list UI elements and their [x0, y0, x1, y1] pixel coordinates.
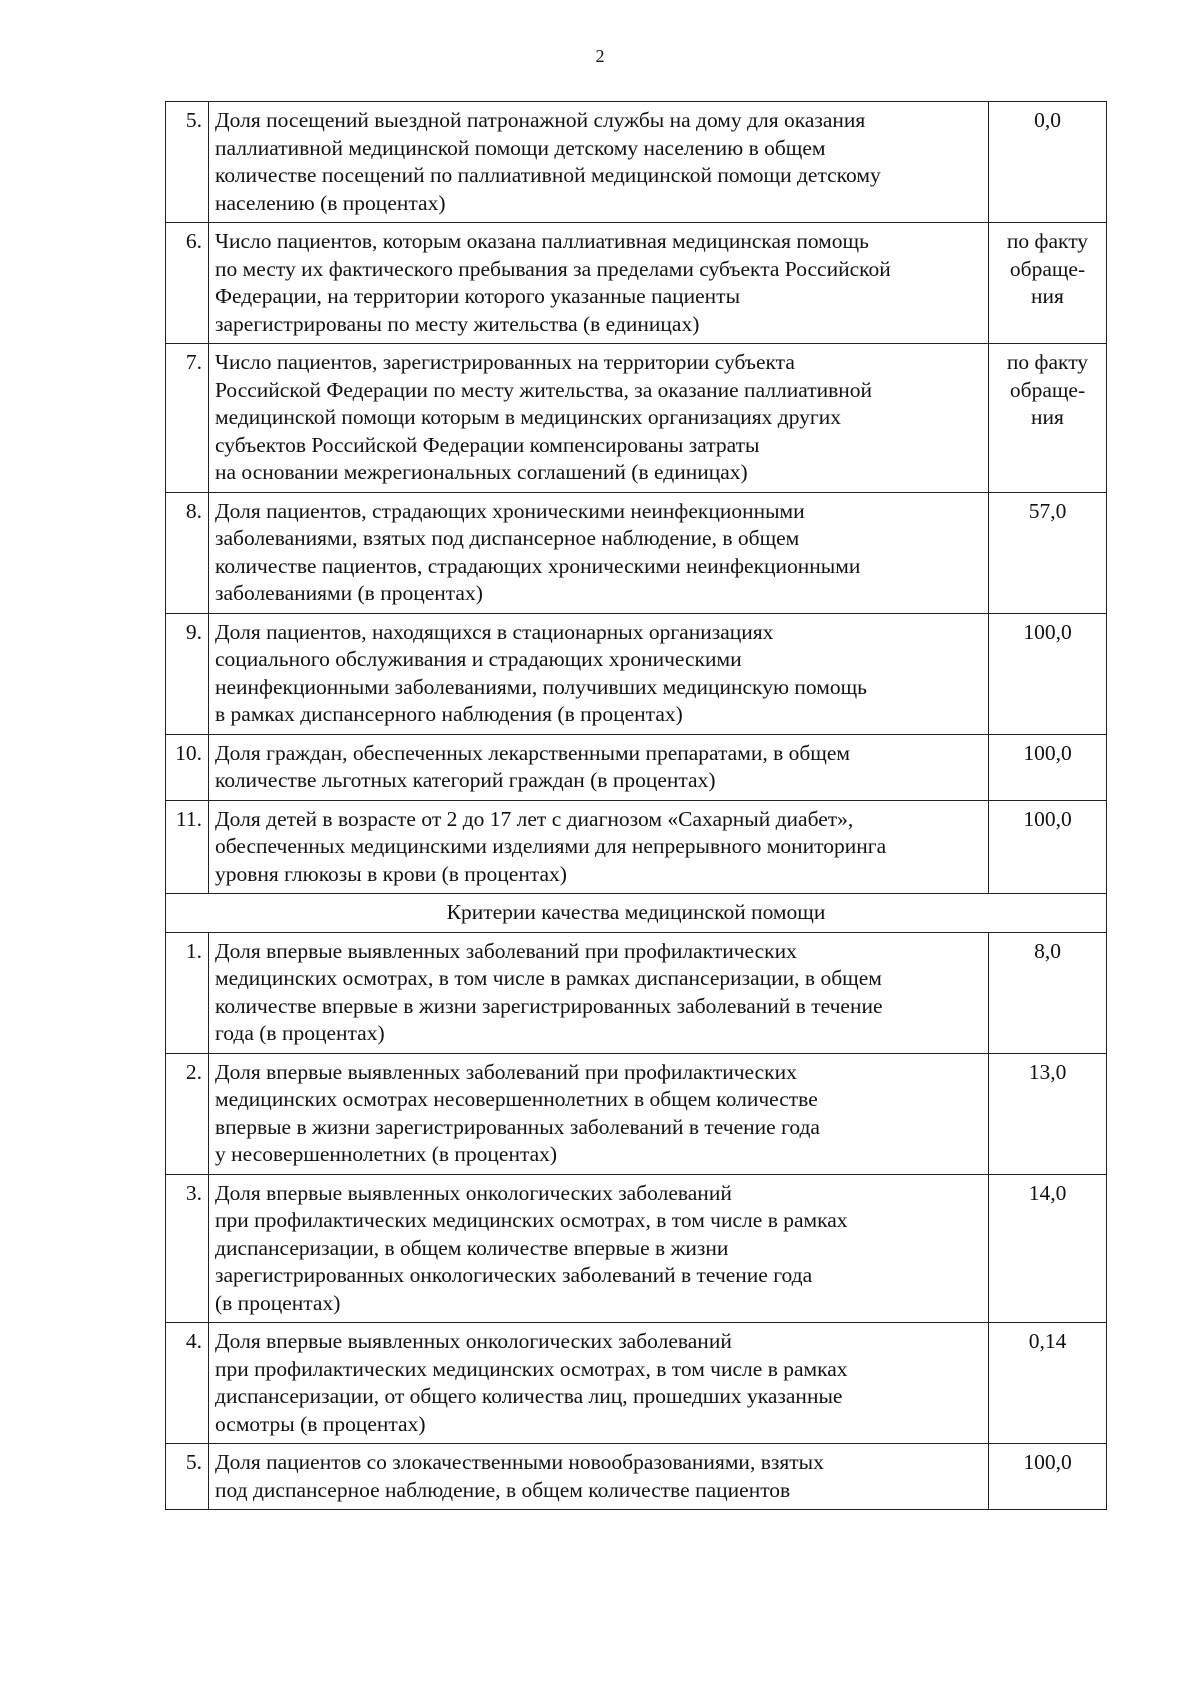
description-line: паллиативной медицинской помощи детскому населению в общем: [215, 135, 826, 160]
description-line: зарегистрированных онкологических заболеваний в течение года: [215, 1263, 813, 1287]
description-line: Российской Федерации по месту жительства, за оказание паллиативной: [215, 377, 873, 402]
criterion-description: [209, 613, 989, 734]
value-line: 100,0: [1023, 806, 1072, 831]
description-line: при профилактических медицинских осмотрах, в том числе в рамках: [215, 1208, 848, 1232]
description-line: Доля пациентов, находящихся в стационарных организациях: [215, 619, 774, 644]
table-row: [166, 1053, 1107, 1174]
table-row: [166, 1174, 1107, 1323]
description-line: Федерации, на территории которого указанные пациенты: [215, 284, 741, 308]
value-line: 0,14: [1028, 1329, 1067, 1353]
description-line: количестве пациентов, страдающих хроническими неинфекционными: [215, 553, 861, 578]
value-line: 100,0: [1023, 740, 1072, 765]
description-line: диспансеризации, в общем количестве впервые в жизни: [215, 1235, 729, 1260]
criterion-value: [989, 492, 1107, 613]
row-number: 11.: [166, 800, 209, 894]
row-number: 1.: [166, 932, 209, 1053]
description-line: Доля впервые выявленных онкологических заболеваний: [215, 1329, 732, 1353]
description-line: обеспеченных медицинскими изделиями для непрерывного мониторинга: [215, 834, 887, 858]
row-number: 5.: [166, 102, 209, 223]
value-line: обраще-: [1009, 377, 1086, 402]
description-line: зарегистрированы по месту жительства (в единицах): [215, 311, 700, 336]
description-line: осмотры (в процентах): [215, 1411, 426, 1436]
description-line: Число пациентов, зарегистрированных на территории субъекта: [215, 350, 795, 374]
criterion-description: [209, 932, 989, 1053]
criterion-description: [209, 102, 989, 223]
description-line: неинфекционными заболеваниями, получивших медицинскую помощь: [215, 674, 867, 699]
description-line: Доля впервые выявленных заболеваний при профилактических: [215, 1059, 797, 1084]
description-line: количестве посещений по паллиативной медицинской помощи детскому: [215, 163, 881, 187]
criterion-description: [209, 734, 989, 800]
value-line: 57,0: [1028, 498, 1067, 523]
description-line: заболеваниями (в процентах): [215, 581, 483, 605]
table-row: [166, 1323, 1107, 1444]
criterion-value: [989, 734, 1107, 800]
row-number: 9.: [166, 613, 209, 734]
description-line: Доля детей в возрасте от 2 до 17 лет с диагнозом «Сахарный диабет»,: [215, 806, 854, 831]
criterion-value: [989, 344, 1107, 493]
description-line: количестве впервые в жизни зарегистрированных заболеваний в течение: [215, 993, 883, 1018]
value-line: по факту: [1006, 229, 1089, 253]
value-line: 0,0: [1034, 108, 1061, 132]
description-line: субъектов Российской Федерации компенсированы затраты: [215, 432, 760, 457]
description-line: Доля посещений выездной патронажной службы на дому для оказания: [215, 108, 866, 132]
description-line: под диспансерное наблюдение, в общем количестве пациентов: [215, 1477, 791, 1502]
table-row: [166, 344, 1107, 493]
description-line: в рамках диспансерного наблюдения (в процентах): [215, 702, 683, 726]
description-line: Доля пациентов, страдающих хроническими неинфекционными: [215, 498, 805, 523]
description-line: Доля граждан, обеспеченных лекарственными препаратами, в общем: [215, 740, 851, 765]
description-line: количестве льготных категорий граждан (в процентах): [215, 768, 716, 792]
value-line: 13,0: [1028, 1059, 1067, 1084]
table-row: [166, 613, 1107, 734]
table-row: [166, 223, 1107, 344]
description-line: (в процентах): [215, 1290, 341, 1315]
row-number: 3.: [166, 1174, 209, 1323]
description-line: года (в процентах): [215, 1021, 385, 1045]
table-row: [166, 102, 1107, 223]
criterion-value: [989, 102, 1107, 223]
description-line: медицинской помощи которым в медицинских организациях других: [215, 405, 841, 429]
criterion-value: [989, 1053, 1107, 1174]
value-line: 100,0: [1023, 1450, 1072, 1474]
table-row: [166, 800, 1107, 894]
description-line: уровня глюкозы в крови (в процентах): [215, 861, 567, 886]
value-line: ния: [1031, 284, 1064, 308]
criterion-description: [209, 1444, 989, 1510]
description-line: Число пациентов, которым оказана паллиативная медицинская помощь: [215, 229, 869, 253]
value-line: обраще-: [1009, 256, 1086, 281]
row-number: 2.: [166, 1053, 209, 1174]
criterion-value: [989, 613, 1107, 734]
value-line: ния: [1031, 405, 1064, 429]
description-line: медицинских осмотрах, в том числе в рамках диспансеризации, в общем: [215, 966, 882, 990]
criterion-description: [209, 1174, 989, 1323]
section-header: Критерии качества медицинской помощи: [166, 894, 1107, 933]
value-line: 14,0: [1028, 1180, 1067, 1205]
row-number: 6.: [166, 223, 209, 344]
criterion-description: [209, 223, 989, 344]
description-line: населению (в процентах): [215, 190, 446, 215]
criterion-value: [989, 800, 1107, 894]
table-row: [166, 734, 1107, 800]
table-row: [166, 1444, 1107, 1510]
criterion-value: [989, 1323, 1107, 1444]
row-number: 7.: [166, 344, 209, 493]
page-number: 2: [595, 46, 605, 66]
description-line: по месту их фактического пребывания за пределами субъекта Российской: [215, 256, 891, 281]
criterion-description: [209, 1323, 989, 1444]
criterion-description: [209, 800, 989, 894]
criteria-table: [165, 101, 1107, 1510]
row-number: 10.: [166, 734, 209, 800]
description-line: Доля впервые выявленных онкологических заболеваний: [215, 1180, 732, 1205]
criterion-description: [209, 344, 989, 493]
description-line: при профилактических медицинских осмотрах, в том числе в рамках: [215, 1356, 848, 1381]
criterion-value: [989, 223, 1107, 344]
description-line: социального обслуживания и страдающих хроническими: [215, 647, 742, 671]
value-line: 100,0: [1023, 619, 1072, 644]
criterion-value: [989, 1174, 1107, 1323]
description-line: Доля впервые выявленных заболеваний при профилактических: [215, 938, 797, 963]
section-header-row: [166, 894, 1107, 933]
description-line: впервые в жизни зарегистрированных заболеваний в течение года: [215, 1114, 820, 1139]
criterion-description: [209, 1053, 989, 1174]
description-line: у несовершеннолетних (в процентах): [215, 1142, 558, 1166]
value-line: по факту: [1006, 350, 1089, 374]
description-line: Доля пациентов со злокачественными новообразованиями, взятых: [215, 1450, 824, 1474]
row-number: 8.: [166, 492, 209, 613]
criterion-value: [989, 1444, 1107, 1510]
description-line: на основании межрегиональных соглашений (в единицах): [215, 460, 748, 484]
criterion-value: [989, 932, 1107, 1053]
criterion-description: [209, 492, 989, 613]
description-line: диспансеризации, от общего количества лиц, прошедших указанные: [215, 1384, 843, 1408]
description-line: заболеваниями, взятых под диспансерное наблюдение, в общем: [215, 526, 800, 550]
value-line: 8,0: [1034, 938, 1061, 963]
table-row: [166, 932, 1107, 1053]
row-number: 4.: [166, 1323, 209, 1444]
description-line: медицинских осмотрах несовершеннолетних в общем количестве: [215, 1087, 818, 1111]
table-row: [166, 492, 1107, 613]
row-number: 5.: [166, 1444, 209, 1510]
